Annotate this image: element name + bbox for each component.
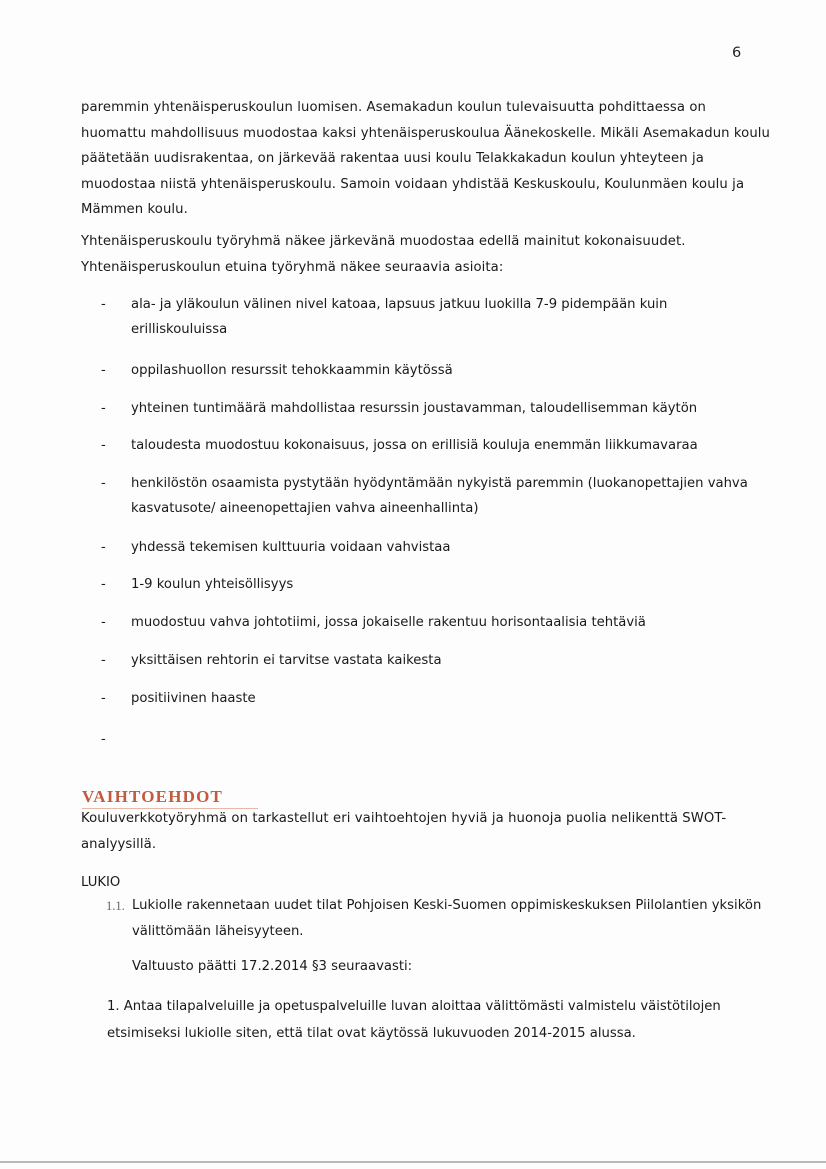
- bullet-dash: -: [101, 438, 106, 453]
- numbered-item: [106, 893, 771, 945]
- list-item-text: henkilöstön osaamista pystytään hyödyntämään nykyistä paremmin (luokanopettajien vahva kasvatusote/ aineenopettajien vahva aineenhallinta): [131, 476, 748, 516]
- list-item-text: ala- ja yläkoulun välinen nivel katoaa, lapsuus jatkuu luokilla 7-9 pidempään kuin erilliskouluissa: [131, 297, 668, 337]
- swot-paragraph: Kouluverkkotyöryhmä on tarkastellut eri vaihtoehtojen hyviä ja huonoja puolia nelikenttä SWOT-analyysillä.: [81, 811, 727, 852]
- bullet-dash: -: [101, 653, 106, 668]
- bullet-dash: -: [101, 732, 106, 747]
- council-decision-item: 1. Antaa tilapalveluille ja opetuspalveluille luvan aloittaa välittömästi valmistelu väistötilojen etsimiseksi lukiolle siten, että tilat ovat käytössä lukuvuoden 2014-2015 alussa.: [107, 999, 721, 1041]
- bullet-dash: -: [101, 615, 106, 630]
- bullet-dash: -: [101, 691, 106, 706]
- intro-paragraph: paremmin yhtenäisperuskoulun luomisen. Asemakadun koulun tulevaisuutta pohdittaessa on huomattu mahdollisuus muodostaa kaksi yhtenäisperuskoulua Äänekoskelle. Mikäli Asemakadun koulu päätetään uudisrakentaa, on järkevää rakentaa uusi koulu Telakkakadun koulun yhteyteen ja muodostaa niistä yhtenäisperuskoulu. Samoin voidaan yhdistää Keskuskoulu, Koulunmäen koulu ja Mämmen koulu.: [81, 100, 771, 217]
- item-number: 1.1.: [106, 899, 125, 913]
- list-item-text: yhteinen tuntimäärä mahdollistaa resurssin joustavamman, taloudellisemman käytön: [131, 401, 698, 416]
- page-number: 6: [732, 45, 742, 61]
- bullet-dash: -: [101, 577, 106, 592]
- list-item: [81, 472, 771, 521]
- list-item-text: oppilashuollon resurssit tehokkaammin käytössä: [131, 363, 453, 378]
- list-item: [81, 687, 771, 712]
- list-item-text: yksittäisen rehtorin ei tarvitse vastata kaikesta: [131, 653, 442, 668]
- benefits-intro-paragraph: Yhtenäisperuskoulu työryhmä näkee järkevänä muodostaa edellä mainitut kokonaisuudet. Yhtenäisperuskoulun etuina työryhmä näkee seuraavia asioita:: [81, 234, 686, 275]
- list-item: [81, 611, 771, 636]
- list-item: [81, 573, 771, 598]
- list-item: [81, 359, 771, 384]
- council-decision-intro: Valtuusto päätti 17.2.2014 §3 seuraavasti:: [132, 959, 413, 974]
- list-item-text: yhdessä tekemisen kulttuuria voidaan vahvistaa: [131, 540, 451, 555]
- list-item: [81, 434, 771, 459]
- list-item: [81, 649, 771, 674]
- list-item: [81, 397, 771, 422]
- section-heading: VAIHTOEHDOT: [82, 787, 224, 806]
- page-bottom-edge: [0, 1161, 826, 1163]
- bullet-dash: -: [101, 363, 106, 378]
- list-item: [81, 293, 771, 342]
- list-item-text: positiivinen haaste: [131, 691, 256, 706]
- bullet-dash: -: [101, 540, 106, 555]
- bullet-dash: -: [101, 401, 106, 416]
- bullet-dash: -: [101, 476, 106, 491]
- bullet-dash: -: [101, 297, 106, 312]
- list-item: [81, 536, 771, 561]
- list-item-text: taloudesta muodostuu kokonaisuus, jossa on erillisiä kouluja enemmän liikkumavaraa: [131, 438, 698, 453]
- list-item-text: 1-9 koulun yhteisöllisyys: [131, 577, 294, 592]
- item-text: Lukiolle rakennetaan uudet tilat Pohjoisen Keski-Suomen oppimiskeskuksen Piilolantien yksikön välittömään läheisyyteen.: [132, 898, 762, 939]
- list-item-text: muodostuu vahva johtotiimi, jossa jokaiselle rakentuu horisontaalisia tehtäviä: [131, 615, 646, 630]
- subsection-label: LUKIO: [81, 875, 121, 890]
